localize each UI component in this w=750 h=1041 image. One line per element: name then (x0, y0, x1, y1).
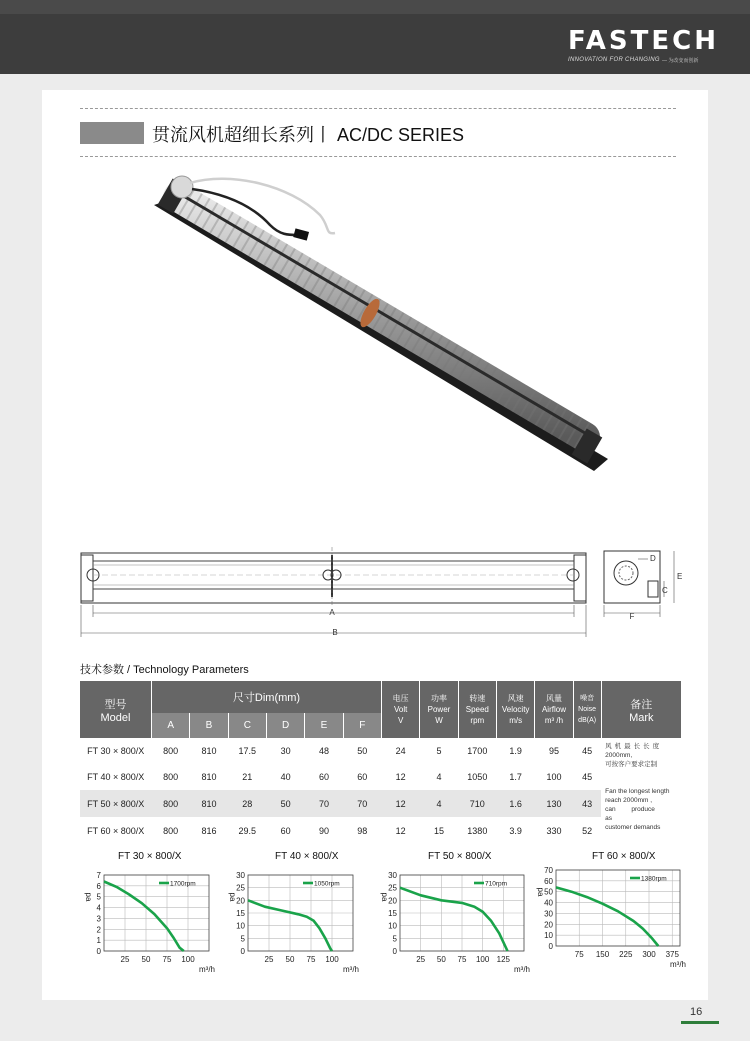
y-axis-label: pa (536, 887, 545, 897)
y-axis-label: pa (228, 892, 237, 902)
cell-model: FT 50 × 800/X (87, 798, 145, 809)
cell-power: 4 (436, 798, 442, 809)
cell-speed: 1380 (467, 825, 488, 836)
cell-d: 60 (280, 825, 291, 836)
cell-c: 21 (242, 771, 253, 782)
cell-power: 15 (433, 825, 444, 836)
mark-text-en-4: customer demands (605, 824, 661, 831)
drawing-label-a: A (329, 608, 335, 617)
y-axis-label: pa (380, 892, 389, 902)
header-noise-en: Noise (578, 706, 597, 713)
y-tick-label: 25 (236, 883, 245, 893)
y-tick-label: 70 (544, 866, 553, 875)
table-row (80, 790, 681, 817)
mark-text-cn-1: 风机最长长度 (605, 743, 663, 750)
y-tick-label: 0 (392, 947, 397, 956)
y-tick-label: 5 (240, 934, 245, 944)
y-tick-label: 10 (544, 931, 553, 941)
y-tick-label: 7 (96, 871, 101, 880)
mark-text-cn-3: 可按客户要求定制 (605, 761, 658, 768)
y-tick-label: 25 (388, 883, 397, 893)
header-model (80, 681, 151, 738)
header-mark-cn: 备注 (630, 698, 653, 711)
divider-top (80, 108, 676, 109)
drawing-label-f: F (629, 612, 635, 621)
header-power-en: Power (427, 705, 451, 714)
drawing-side-impeller (614, 561, 638, 585)
header-dim-f: F (343, 713, 381, 738)
x-tick-label: 50 (141, 955, 151, 964)
cell-mark (601, 738, 681, 844)
x-tick-label: 225 (619, 950, 633, 959)
technical-drawing (78, 547, 688, 642)
legend-label: 1380rpm (641, 875, 667, 883)
fan-motor (171, 176, 193, 198)
chart-ft50 (374, 865, 534, 975)
cell-speed: 710 (469, 798, 485, 809)
header-noise (573, 681, 601, 738)
y-tick-label: 50 (544, 887, 553, 897)
cell-d: 40 (280, 771, 291, 782)
y-tick-label: 0 (240, 947, 245, 956)
chart-ft40 (222, 865, 372, 975)
cell-c: 29.5 (238, 825, 257, 836)
cell-noise: 43 (582, 798, 593, 809)
x-tick-label: 75 (306, 955, 316, 964)
title-accent-block (80, 122, 144, 144)
cell-volt: 12 (395, 798, 406, 809)
chart-title-1: FT 30 × 800/X (118, 851, 182, 862)
x-axis-label: m³/h (514, 965, 530, 974)
cell-airflow: 330 (546, 825, 562, 836)
y-tick-label: 6 (96, 881, 101, 891)
header-speed-unit: rpm (470, 716, 485, 725)
y-tick-label: 5 (392, 934, 397, 944)
header-velocity-unit: m/s (509, 716, 523, 725)
table-row (80, 763, 681, 790)
y-tick-label: 10 (388, 921, 397, 931)
cell-c: 28 (242, 798, 253, 809)
drawing-label-c: C (662, 586, 668, 595)
y-tick-label: 30 (236, 871, 245, 880)
cell-e: 48 (318, 745, 329, 756)
cell-speed: 1050 (467, 771, 488, 782)
x-axis-label: m³/h (343, 965, 359, 974)
header-dim-e: E (305, 713, 343, 738)
cell-f: 70 (357, 798, 368, 809)
cell-velocity: 1.6 (509, 798, 522, 809)
header-velocity-en: Velocity (501, 705, 530, 714)
x-tick-label: 50 (436, 955, 446, 964)
cell-noise: 52 (582, 825, 593, 836)
cell-f: 98 (357, 825, 368, 836)
cell-velocity: 3.9 (509, 825, 522, 836)
cell-noise: 45 (582, 745, 593, 756)
x-tick-label: 125 (496, 955, 511, 964)
header-power (420, 681, 458, 738)
cell-power: 4 (436, 771, 442, 782)
header-dim-c: C (228, 713, 266, 738)
mark-text-en-3: can produce as (605, 806, 655, 822)
cell-power: 5 (436, 745, 442, 756)
y-tick-label: 10 (236, 921, 245, 931)
header-model-en: Model (100, 711, 131, 724)
y-tick-label: 20 (236, 896, 245, 906)
header-speed-en: Speed (465, 705, 489, 714)
y-axis-label: pa (84, 892, 93, 902)
drawing-label-d: D (650, 554, 656, 563)
header-mark-en: Mark (629, 711, 654, 724)
cell-airflow: 100 (546, 771, 562, 782)
cell-e: 70 (318, 798, 329, 809)
header-velocity-cn: 风速 (507, 694, 524, 703)
x-tick-label: 75 (162, 955, 172, 964)
header-airflow-unit: m³ /h (544, 716, 564, 725)
header-volt-cn: 电压 (392, 694, 409, 703)
y-tick-label: 15 (236, 909, 245, 918)
header-mark (601, 681, 681, 738)
cell-e: 90 (318, 825, 329, 836)
header-airflow-en: Airflow (541, 705, 566, 714)
divider-bottom (80, 156, 676, 157)
page-number-underline (681, 1021, 719, 1024)
x-tick-label: 300 (642, 950, 656, 959)
section-label: 技术参数 / Technology Parameters (80, 664, 249, 676)
y-tick-label: 30 (388, 871, 397, 880)
cell-airflow: 95 (548, 745, 559, 756)
brand-tagline-cn: — 为改变而创新 (662, 58, 699, 64)
header-noise-unit: dB(A) (578, 717, 597, 724)
mark-text-en-2: reach 2000mm , (605, 797, 653, 804)
header-dim-d: D (266, 713, 304, 738)
cell-a: 800 (163, 798, 179, 809)
header-speed (458, 681, 496, 738)
x-tick-label: 150 (595, 950, 610, 959)
cell-a: 800 (163, 825, 179, 836)
product-photo (150, 175, 620, 485)
header-power-unit: W (435, 716, 443, 725)
x-tick-label: 75 (457, 955, 467, 964)
parameters-table (80, 681, 681, 844)
x-tick-label: 25 (416, 955, 426, 964)
x-tick-label: 50 (285, 955, 295, 964)
x-tick-label: 25 (120, 955, 130, 964)
series-line (556, 887, 658, 946)
table-row (80, 738, 681, 763)
header-power-cn: 功率 (430, 694, 447, 703)
header-model-cn: 型号 (104, 698, 127, 711)
header-dim-b: B (190, 713, 228, 738)
x-tick-label: 25 (264, 955, 274, 964)
x-tick-label: 75 (574, 950, 584, 959)
x-tick-label: 375 (665, 950, 679, 959)
y-tick-label: 1 (96, 936, 101, 946)
y-tick-label: 2 (96, 925, 101, 935)
legend-label: 1700rpm (170, 880, 196, 888)
y-tick-label: 20 (544, 920, 553, 930)
legend-label: 710rpm (485, 880, 508, 888)
x-axis-label: m³/h (199, 965, 215, 974)
y-tick-label: 40 (544, 898, 553, 908)
y-tick-label: 20 (388, 896, 397, 906)
cell-e: 60 (318, 771, 329, 782)
x-tick-label: 100 (181, 955, 195, 964)
cell-b: 810 (201, 745, 217, 756)
brand-tagline: INNOVATION FOR CHANGING (568, 57, 660, 63)
cell-volt: 12 (395, 771, 406, 782)
header-volt-en: Volt (393, 705, 408, 714)
cell-c: 17.5 (238, 745, 257, 756)
mark-text-cn-2: 2000mm, (605, 752, 633, 759)
cell-b: 810 (201, 771, 217, 782)
legend-label: 1050rpm (314, 880, 340, 888)
header-dim-a: A (151, 713, 189, 738)
brand-logo: FASTECH (568, 26, 719, 56)
cell-model: FT 30 × 800/X (87, 745, 145, 756)
y-tick-label: 60 (544, 876, 553, 886)
cell-speed: 1700 (467, 745, 488, 756)
y-tick-label: 0 (96, 947, 101, 956)
cell-model: FT 60 × 800/X (87, 825, 145, 836)
chart-ft30 (78, 865, 228, 975)
header-volt (382, 681, 420, 738)
fan-connector (293, 228, 309, 240)
header-airflow (535, 681, 573, 738)
cell-a: 800 (163, 771, 179, 782)
chart-title-2: FT 40 × 800/X (275, 851, 339, 862)
header-velocity (496, 681, 534, 738)
cell-f: 50 (357, 745, 368, 756)
series-line (400, 888, 508, 951)
y-tick-label: 0 (548, 942, 553, 951)
y-tick-label: 30 (544, 909, 553, 919)
cell-d: 50 (280, 798, 291, 809)
cell-volt: 12 (395, 825, 406, 836)
header-volt-unit: V (397, 716, 404, 725)
cell-f: 60 (357, 771, 368, 782)
y-tick-label: 5 (96, 892, 101, 902)
chart-ft60 (530, 860, 690, 975)
cell-velocity: 1.7 (509, 771, 522, 782)
x-tick-label: 100 (325, 955, 339, 964)
mark-text-en-1: Fan the longest length (605, 788, 670, 795)
header-dim: 尺寸Dim(mm) (151, 681, 381, 713)
cell-a: 800 (163, 745, 179, 756)
cell-b: 816 (201, 825, 217, 836)
x-tick-label: 100 (475, 955, 490, 964)
chart-title-4: FT 60 × 800/X (592, 851, 656, 862)
cell-airflow: 130 (546, 798, 562, 809)
cell-volt: 24 (395, 745, 406, 756)
page-title: 贯流风机超细长系列丨 AC/DC SERIES (152, 125, 465, 145)
fan-top-rail (170, 188, 590, 436)
cell-model: FT 40 × 800/X (87, 771, 145, 782)
y-tick-label: 4 (96, 903, 101, 913)
drawing-label-b: B (332, 628, 338, 637)
header-noise-cn: 噪音 (580, 695, 595, 702)
chart-title-3: FT 50 × 800/X (428, 851, 492, 862)
cell-d: 30 (280, 745, 291, 756)
series-line (104, 882, 184, 952)
header-airflow-cn: 风量 (545, 694, 562, 703)
header-speed-cn: 转速 (469, 694, 486, 703)
cell-b: 810 (201, 798, 217, 809)
y-tick-label: 3 (96, 914, 101, 924)
page-number: 16 (690, 1006, 703, 1018)
table-row (80, 817, 681, 844)
x-axis-label: m³/h (670, 960, 686, 969)
cell-noise: 45 (582, 771, 593, 782)
drawing-label-e: E (677, 572, 683, 581)
y-tick-label: 15 (388, 909, 397, 918)
cell-velocity: 1.9 (509, 745, 522, 756)
